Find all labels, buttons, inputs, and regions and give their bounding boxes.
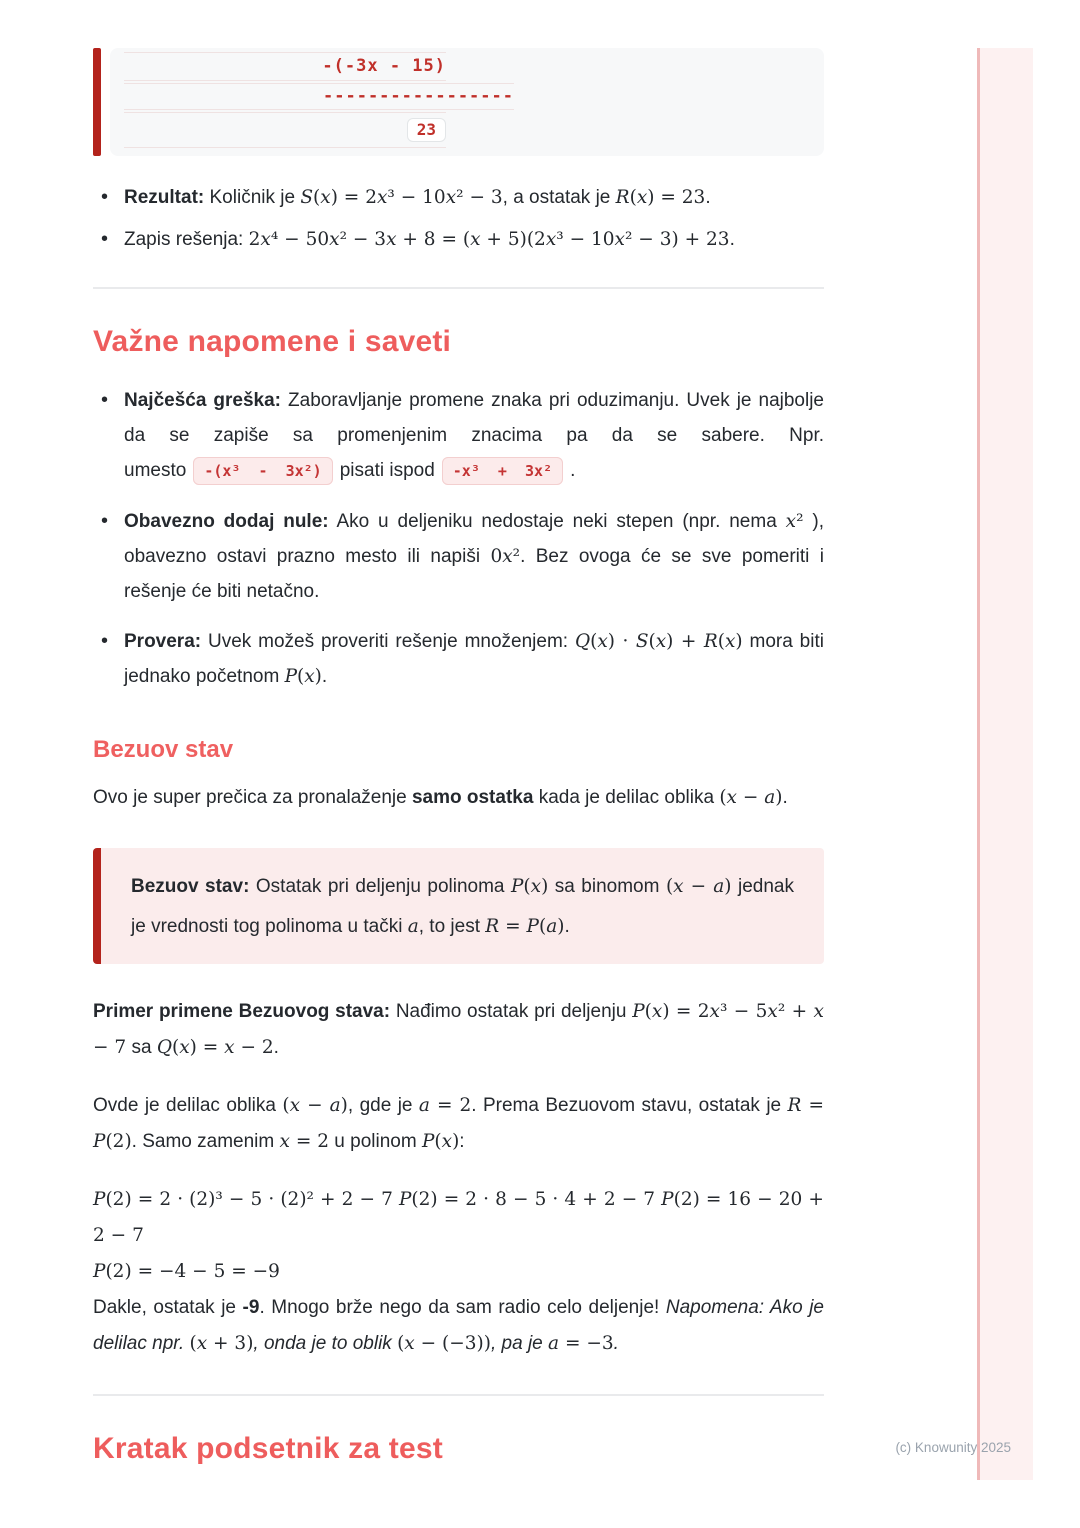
bezout-intro-paragraph: Ovo je super prečica za pronalaženje samo ostatka kada je delilac oblika (x − a). — [93, 787, 788, 808]
blockquote-red-bar — [93, 48, 101, 156]
section-divider — [93, 287, 824, 289]
document-content — [93, 0, 824, 1466]
remainder-value: 23 — [407, 118, 446, 142]
bezout-conclusion: Dakle, ostatak je -9. Mnogo brže nego da sam radio celo deljenje! Napomena: Ako je delilac npr. (x + 3), onda je to oblik (x − (−3)), pa je a = −3. — [93, 1297, 824, 1354]
code-text: ----------------- — [323, 86, 514, 106]
code-line-dashes — [124, 83, 514, 110]
bezout-example-paragraph: Primer primene Bezuovog stava: Nađimo ostatak pri deljenju P(x) = 2x³ − 5x² + x − 7 sa Q(x) = x − 2. — [93, 1001, 824, 1058]
division-code-block — [93, 48, 824, 156]
section-title-reminder: Kratak podsetnik za test — [93, 1432, 443, 1465]
next-page-edge-strip — [977, 48, 1033, 1480]
code-box — [110, 48, 824, 156]
bezout-explain-paragraph: Ovde je delilac oblika (x − a), gde je a = 2. Prema Bezuovom stavu, ostatak je R = P(2). Samo zamenim x = 2 u polinom P(x): — [93, 1095, 825, 1152]
result-list — [93, 180, 824, 257]
section-divider — [93, 1394, 824, 1396]
section-title-notes: Važne napomene i saveti — [93, 325, 452, 358]
list-item-solution: • Zapis rešenja: 2x⁴ − 50x² − 3x + 8 = (x + 5)(2x³ − 10x² − 3) + 23. — [93, 222, 824, 257]
callout-text: Bezuov stav: Ostatak pri deljenju polinoma P(x) sa binomom (x − a) jednak je vrednosti tog polinoma u tački a, to jest R = P(a). — [131, 876, 794, 937]
list-item-add-zeros: • Obavezno dodaj nule: Ako u deljeniku nedostaje neki stepen (npr. nema x² ), obavezno ostavi prazno mesto ili napiši 0x². Bez ovoga će se sve pomeriti i rešenje će biti netačno. — [93, 504, 824, 609]
bezout-calculation: P(2) = 2 · (2)³ − 5 · (2)² + 2 − 7 P(2) = 2 · 8 − 5 · 4 + 2 − 7 P(2) = 16 − 20 + 2 − 7 P(2) = −4 − 5 = −9 — [93, 1189, 824, 1282]
code-text: -(-3x - 15) — [322, 56, 446, 76]
copyright-note: (c) Knowunity 2025 — [895, 1440, 1011, 1455]
list-item-result: • Rezultat: Količnik je S(x) = 2x³ − 10x² − 3, a ostatak je R(x) = 23. — [93, 180, 824, 215]
code-line-remainder — [124, 112, 446, 148]
subsection-title-bezout: Bezuov stav — [93, 736, 234, 763]
list-item-common-mistake: • Najčešća greška: Zaboravljanje promene znaka pri oduzimanju. Uvek je najbolje da se zapiše sa promenjenim znacima pa da se sabere. Npr. umesto -(x³ - 3x²) pisati ispod -x³ + 3x² . — [93, 383, 824, 489]
notes-list — [93, 383, 824, 694]
list-item-check: • Provera: Uvek možeš proveriti rešenje množenjem: Q(x) · S(x) + R(x) mora biti jednako početnom P(x). — [93, 624, 824, 694]
code-line-subtraction — [124, 52, 446, 81]
bezout-theorem-callout — [93, 848, 824, 964]
